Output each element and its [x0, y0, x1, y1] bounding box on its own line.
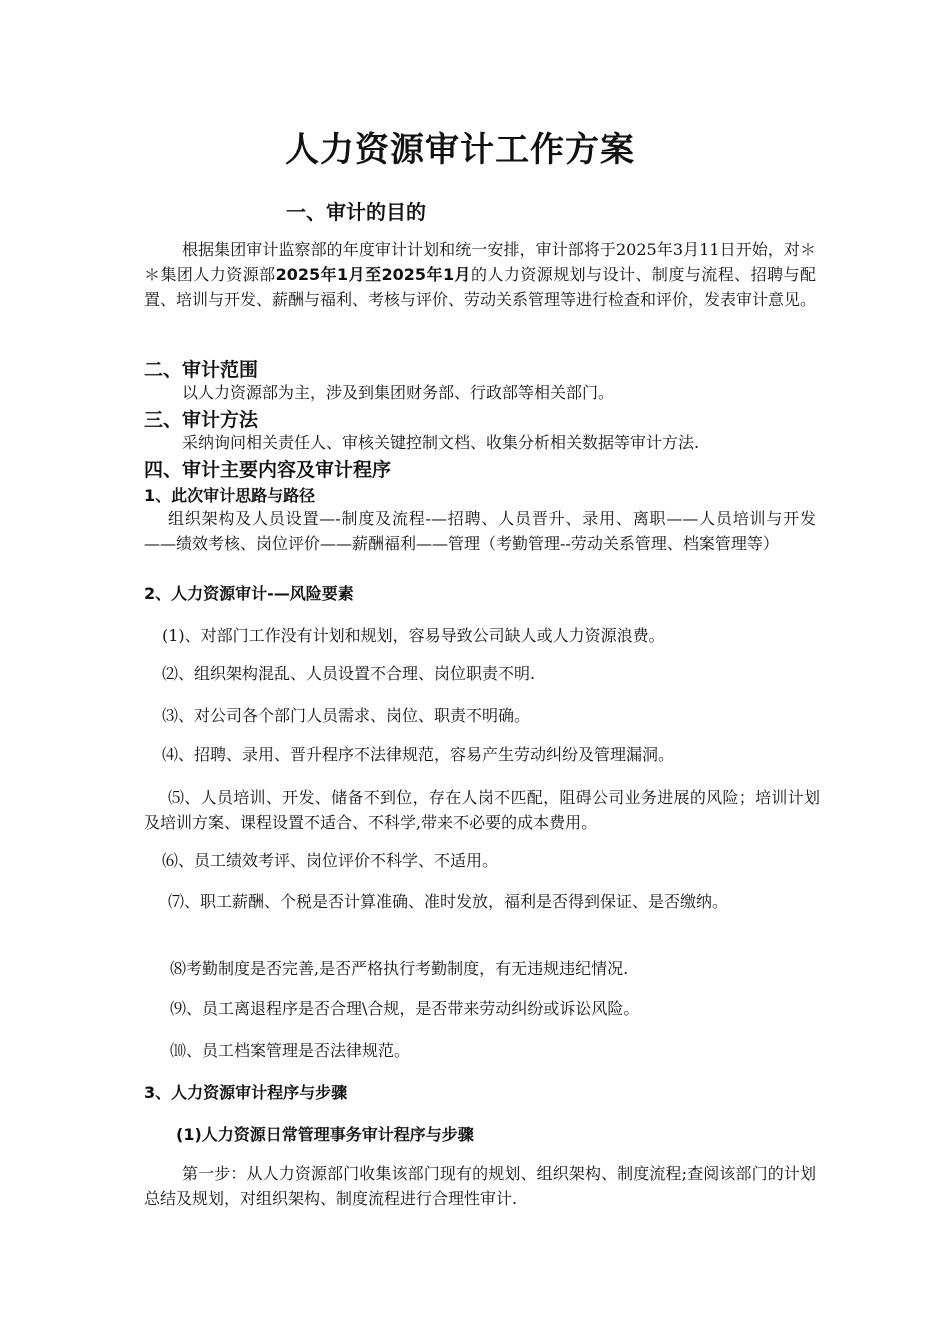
risk-item: ⑽、员工档案管理是否法律规范。 — [170, 1041, 411, 1060]
section-2-heading: 二、审计范围 — [144, 359, 259, 381]
subsection-1-heading: 1、此次审计思路与路径 — [144, 486, 316, 505]
subsection-1-body: 组织架构及人员设置—-制度及流程-—招聘、人员晋升、录用、离职——人员培训与开发——绩效考核、岗位评价——薪酬福利——管理（考勤管理--劳动关系管理、档案管理等） — [144, 509, 816, 553]
section-1-body — [144, 237, 816, 312]
section-1-body-bold: 2025年1月至2025年1月 — [275, 265, 471, 284]
subsection-3-heading: 3、人力资源审计程序与步骤 — [144, 1083, 348, 1102]
risk-item: ⑷、招聘、录用、晋升程序不法律规范，容易产生劳动纠纷及管理漏洞。 — [162, 745, 675, 764]
section-4-heading: 四、审计主要内容及审计程序 — [144, 459, 392, 481]
section-3-heading: 三、审计方法 — [144, 409, 259, 431]
risk-item: ⑵、组织架构混乱、人员设置不合理、岗位职责不明. — [162, 664, 536, 683]
section-3-body: 采纳询问相关责任人、审核关键控制文档、收集分析相关数据等审计方法. — [182, 433, 700, 452]
risk-item: ⑸、人员培训、开发、储备不到位，存在人岗不匹配，阻碍公司业务进展的风险；培训计划及培训方案、课程设置不适合、不科学,带来不必要的成本费用。 — [144, 788, 820, 832]
document-title: 人力资源审计工作方案 — [285, 130, 635, 170]
section-1-heading: 一、审计的目的 — [286, 200, 426, 224]
step-1-body: 第一步：从人力资源部门收集该部门现有的规划、组织架构、制度流程;查阅该部门的计划总结及规划，对组织架构、制度流程进行合理性审计. — [144, 1164, 816, 1208]
subsection-2-heading: 2、人力资源审计-—风险要素 — [144, 584, 354, 603]
risk-item: ⑼、员工离退程序是否合理\合规，是否带来劳动纠纷或诉讼风险。 — [170, 999, 640, 1018]
subsection-3-1-heading: (1)人力资源日常管理事务审计程序与步骤 — [176, 1125, 474, 1144]
section-1-body-b: 的人力资源规划与设计、制度与流程、招聘与配置、培训与开发、薪酬与福利、考核与评价、劳动关系管理等进行检查和评价，发表审计意见。 — [144, 265, 817, 309]
risk-item: ⑶、对公司各个部门人员需求、岗位、职责不明确。 — [162, 706, 531, 725]
risk-item: ⑺、职工薪酬、个税是否计算准确、准时发放，福利是否得到保证、是否缴纳。 — [168, 892, 729, 911]
section-1-body-a: 根据集团审计监察部的年度审计计划和统一安排，审计部将于2025年3月11日开始，对＊＊集团人力资源部 — [144, 240, 816, 284]
risk-item: ⑹、员工绩效考评、岗位评价不科学、不适用。 — [162, 851, 499, 870]
risk-item: ⑻考勤制度是否完善,是否严格执行考勤制度，有无违规违纪情况. — [170, 959, 629, 978]
risk-item: (1)、对部门工作没有计划和规划，容易导致公司缺人或人力资源浪费。 — [162, 626, 665, 645]
section-2-body: 以人力资源部为主，涉及到集团财务部、行政部等相关部门。 — [182, 383, 615, 402]
